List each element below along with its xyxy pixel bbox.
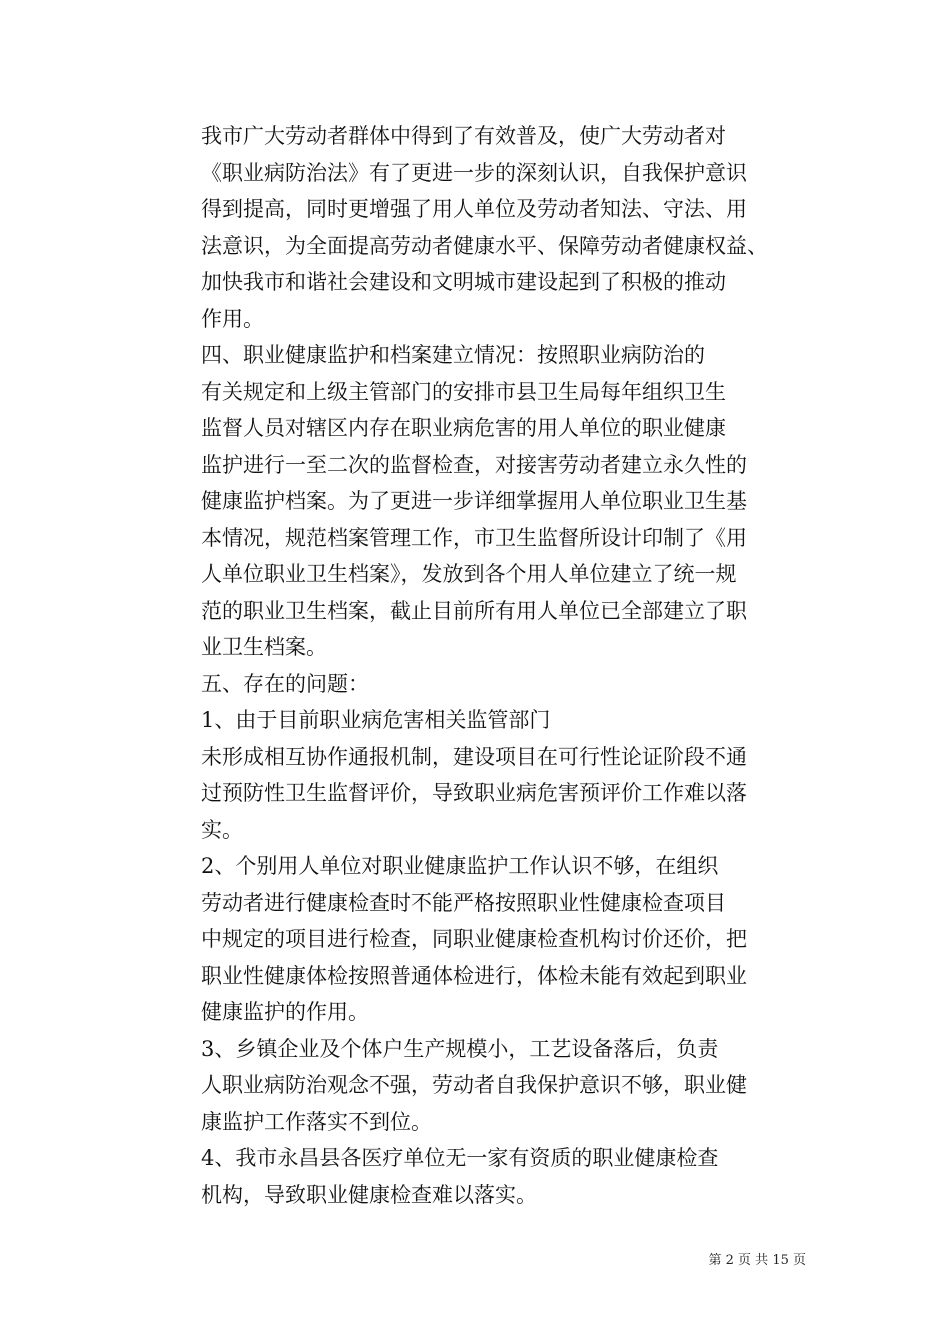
text-line: 范的职业卫生档案，截止目前所有用人单位已全部建立了职 (201, 598, 747, 623)
text-line: 有关规定和上级主管部门的安排市县卫生局每年组织卫生 (201, 379, 726, 404)
text-line: 实。 (201, 817, 243, 842)
text-line: 本情况，规范档案管理工作，市卫生监督所设计印制了《用 (201, 525, 747, 550)
text-line: 我市广大劳动者群体中得到了有效普及，使广大劳动者对 (201, 124, 726, 148)
text-line: 劳动者进行健康检查时不能严格按照职业性健康检查项目 (201, 890, 726, 915)
text-line: 得到提高，同时更增强了用人单位及劳动者知法、守法、用 (201, 197, 747, 221)
text-line: 作用。 (201, 306, 264, 331)
list-item-line: 2、个别用人单位对职业健康监护工作认识不够，在组织 (201, 854, 719, 878)
text-line: 人单位职业卫生档案》，发放到各个用人单位建立了统一规 (201, 562, 737, 586)
text-line: 机构，导致职业健康检查难以落实。 (201, 1182, 537, 1207)
text-line: 中规定的项目进行检查，同职业健康检查机构讨价还价，把 (201, 927, 747, 951)
section-heading-line: 五、存在的问题： (201, 671, 369, 696)
text-line: 职业性健康体检按照普通体检进行，体检未能有效起到职业 (201, 963, 747, 988)
document-body (201, 118, 801, 1213)
text-line: 健康监护的作用。 (201, 1000, 369, 1024)
text-line: 监督人员对辖区内存在职业病危害的用人单位的职业健康 (201, 416, 726, 440)
text-line: 业卫生档案。 (201, 635, 327, 659)
section-heading-line: 四、职业健康监护和档案建立情况：按照职业病防治的 (201, 343, 705, 367)
text-line: 《职业病防治法》有了更进一步的深刻认识，自我保护意识 (201, 160, 747, 185)
text-line: 加快我市和谐社会建设和文明城市建设起到了积极的推动 (201, 270, 726, 294)
list-item-line: 3、乡镇企业及个体户生产规模小，工艺设备落后，负责 (201, 1036, 719, 1061)
text-line: 过预防性卫生监督评价，导致职业病危害预评价工作难以落 (201, 781, 747, 805)
text-line: 法意识，为全面提高劳动者健康水平、保障劳动者健康权益、 (201, 233, 768, 258)
text-line: 健康监护档案。为了更进一步详细掌握用人单位职业卫生基 (201, 489, 747, 513)
page-number-footer: 第 2 页 共 15 页 (708, 1253, 806, 1268)
text-line: 未形成相互协作通报机制，建设项目在可行性论证阶段不通 (201, 744, 747, 769)
list-item-line: 4、我市永昌县各医疗单位无一家有资质的职业健康检查 (201, 1146, 719, 1170)
text-line: 人职业病防治观念不强，劳动者自我保护意识不够，职业健 (201, 1073, 747, 1097)
list-item-line: 1、由于目前职业病危害相关监管部门 (201, 708, 551, 732)
text-line: 康监护工作落实不到位。 (201, 1109, 432, 1134)
text-line: 监护进行一至二次的监督检查，对接害劳动者建立永久性的 (201, 452, 747, 477)
